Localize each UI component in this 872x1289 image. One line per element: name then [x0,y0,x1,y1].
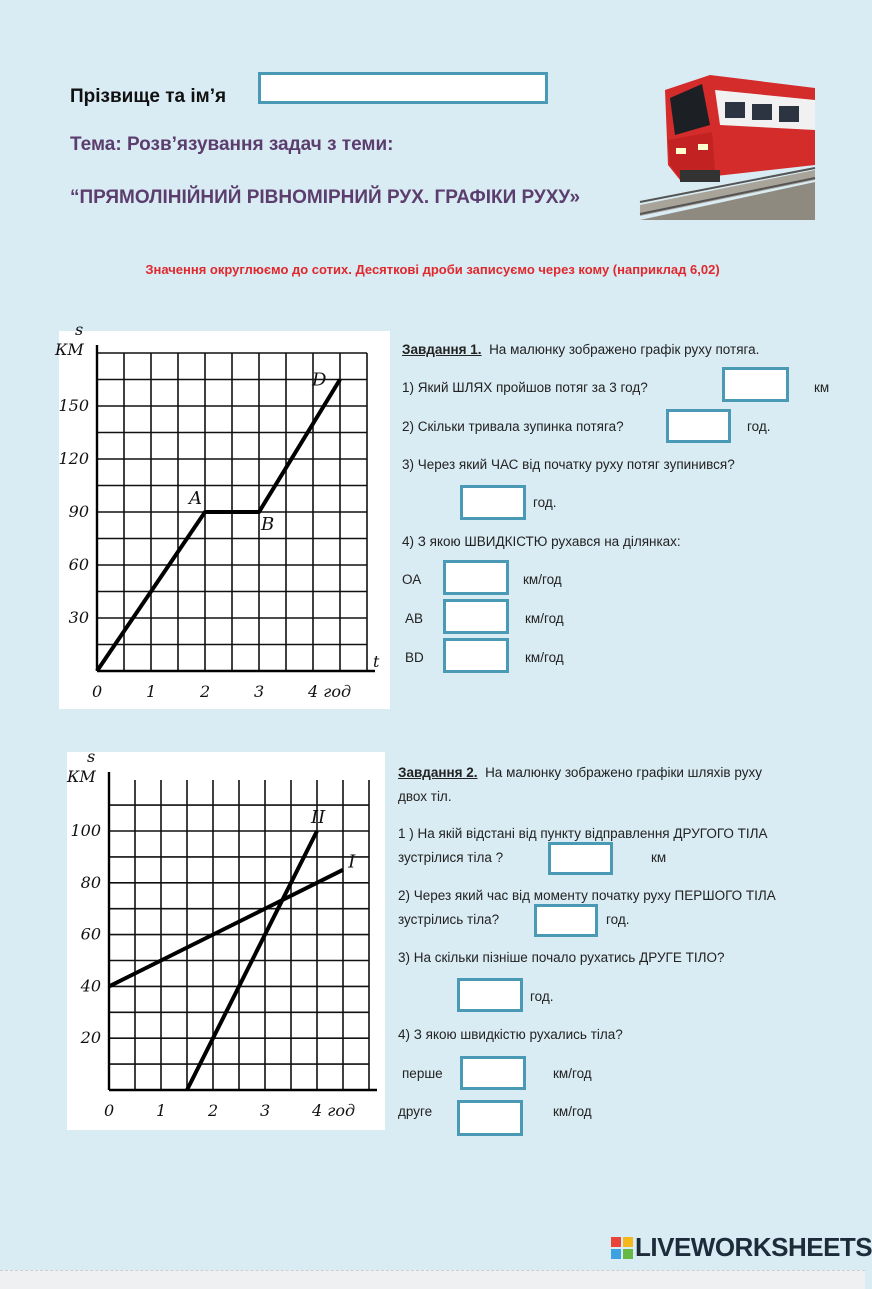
name-input[interactable] [258,72,548,104]
x-tick-label: 1 [156,1101,167,1120]
y-tick-label: 90 [68,502,89,521]
body-label-first: перше [402,1066,443,1081]
y-tick-label: 60 [80,924,101,944]
task1-heading: Завдання 1. [402,342,482,357]
point-label: I [348,851,356,873]
body-label-second: друге [398,1104,433,1119]
point-label: II [311,807,326,829]
segment-unit-oa: км/год [523,572,562,587]
task2-q3-unit: год. [530,989,554,1004]
y-tick-label: 60 [68,555,89,574]
graph-train-motion [55,320,390,709]
liveworksheets-brand [611,1232,872,1263]
topic-label: Тема: Розв’язування задач з теми: [70,134,394,155]
y-axis-letter: s [75,320,84,339]
task1-q2: 2) Скільки тривала зупинка потяга? [402,419,624,434]
segment-unit-bd: км/год [525,650,564,665]
y-tick-label: 20 [80,1028,101,1048]
y-tick-label: 80 [80,872,101,892]
point-label: D [312,369,327,391]
task2-q1-answer[interactable] [548,842,613,875]
task2-q2-line1: 2) Через який час від моменту початку руху ПЕРШОГО ТІЛА [398,888,776,903]
graph-two-bodies [67,747,385,1130]
y-tick-label: 40 [80,976,101,996]
task1-q1-answer[interactable] [722,367,789,402]
x-axis-letter: t [373,652,380,671]
segment-bd-answer[interactable] [443,638,509,673]
task1-q4: 4) З якою ШВИДКІСТЮ рухався на ділянках: [402,534,681,549]
x-tick-label: 4 год [312,1101,356,1120]
task2-heading: Завдання 2. [398,765,478,780]
y-tick-label: 30 [68,608,89,627]
x-tick-label: 3 [260,1101,271,1120]
y-tick-label: 100 [70,821,101,840]
body-second-answer[interactable] [457,1100,523,1136]
liveworksheets-logo-icon [611,1237,633,1259]
task2-q3: 3) На скільки пізніше почало рухатись ДРУГЕ ТІЛО? [398,950,725,965]
task1-q2-unit: год. [747,419,771,434]
task1-q1-unit: км [814,380,830,395]
task2-q1-line1: 1 ) На якій відстані від пункту відправлення ДРУГОГО ТІЛА [398,826,768,841]
task2-q1-line2: зустрілися тіла ? [398,850,504,865]
topic-title: “ПРЯМОЛІНІЙНИЙ РІВНОМІРНИЙ РУХ. ГРАФІКИ РУХУ» [70,187,581,208]
rounding-note: Значення округлюємо до сотих. Десяткові дроби записуємо через кому (наприклад 6,02) [145,262,720,277]
task2-q2-answer[interactable] [534,904,598,937]
x-tick-label: 4 год [308,682,352,701]
task2-q4: 4) З якою швидкістю рухались тіла? [398,1027,623,1042]
segment-label-oa: ОА [402,572,422,587]
segment-oa-answer[interactable] [443,560,509,595]
task1-intro: На малюнку зображено графік руху потяга. [489,342,760,357]
task1-q1: 1) Який ШЛЯХ пройшов потяг за 3 год? [402,380,648,395]
y-axis-letter: s [87,747,96,766]
y-tick-label: 150 [58,396,89,415]
bottom-strip [0,1270,865,1289]
body-first-answer[interactable] [460,1056,526,1090]
task2-heading-line [398,765,762,780]
brand-text: LIVEWORKSHEETS [635,1232,872,1262]
x-tick-label: 2 [208,1101,219,1120]
x-tick-label: 0 [92,682,103,701]
point-label: A [189,488,202,509]
series-line-I [109,870,343,987]
x-tick-label: 3 [254,682,265,701]
task2-intro: На малюнку зображено графіки шляхів руху [485,765,762,780]
segment-label-ab: АВ [405,611,424,626]
name-label: Прізвище та ім’я [70,86,227,107]
task1-q2-answer[interactable] [666,409,731,443]
series-line-train [97,380,340,672]
task2-q3-answer[interactable] [457,978,523,1012]
body-unit-first: км/год [553,1066,592,1081]
y-unit-label: КМ [55,340,84,359]
train-image [640,70,815,220]
task2-q2-line2: зустрілись тіла? [398,912,500,927]
body-unit-second: км/год [553,1104,592,1119]
y-unit-label: КМ [67,767,96,786]
segment-label-bd: BD [405,650,424,665]
x-tick-label: 2 [200,682,211,701]
x-tick-label: 1 [146,682,157,701]
x-tick-label: 0 [104,1101,115,1120]
point-label: B [261,514,275,535]
task1-q3-unit: год. [533,495,557,510]
task2-q2-unit: год. [606,912,630,927]
segment-ab-answer[interactable] [443,599,509,634]
task1-q3: 3) Через який ЧАС від початку руху потяг зупинився? [402,457,735,472]
task1-heading-line [402,342,759,357]
y-tick-label: 120 [58,449,89,468]
task2-intro-line2: двох тіл. [398,789,452,804]
task1-q3-answer[interactable] [460,485,526,520]
task2-q1-unit: км [651,850,667,865]
segment-unit-ab: км/год [525,611,564,626]
